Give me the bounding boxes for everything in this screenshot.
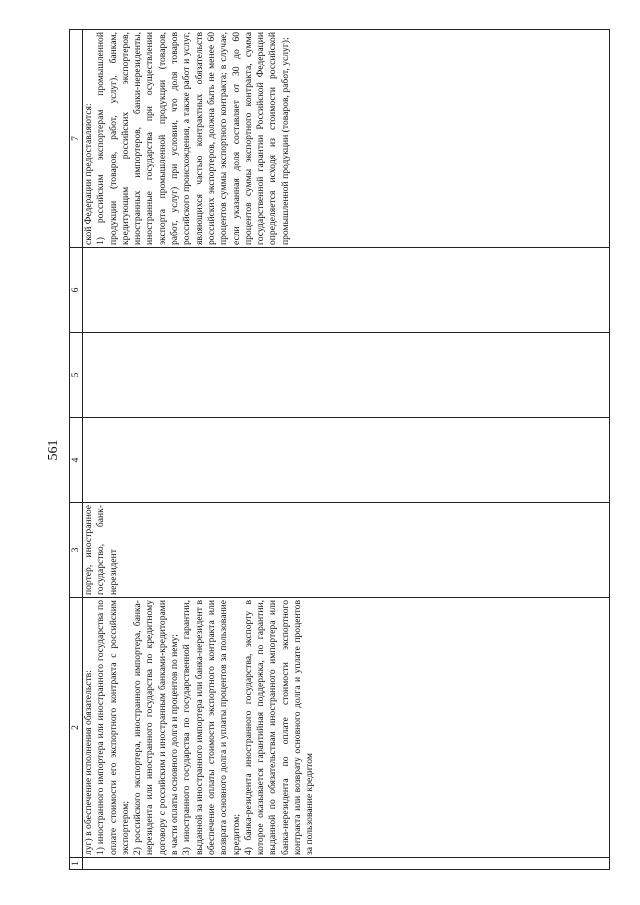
header-col-5: 5 (70, 333, 83, 418)
cell-principal: портер, иностранное государство, банк-нерезидент (83, 503, 610, 598)
header-col-1: 1 (70, 858, 83, 870)
cell-col-5 (83, 333, 610, 418)
header-col-3: 3 (70, 503, 83, 598)
header-col-2: 2 (70, 598, 83, 858)
cell-obligations: луг) в обеспечение исполнения обязательств: 1) иностранного импортера или иностранного государства по оплате стоимости его экспортного контракта с российским экспортером; 2) российского экспортера, иностранного импортера, банка-нерезидента или иностранного государства по кредитному договору с российским и иностранным банками-кредиторами в части оплаты основного долга и процентов по нему; 3) иностранного государства по государственной гарантии, выданной за иностранного импортера или банка-нерезидент в обеспечение оплаты стоимости экспортного контракта или возврата основного долга и уплаты процентов за пользование кредитом; 4) банка-резидента иностранного государства, экспорту в которое оказывается гарантийная поддержка, по гарантии, выданной по обязательствам иностранного импортера или банка-нерезидента по оплате стоимости экспортного контракта или возврату основного долга и уплате процентов за пользование кредитом (83, 598, 610, 858)
header-col-7: 7 (70, 30, 83, 248)
cell-col-4 (83, 418, 610, 503)
header-row (70, 30, 83, 870)
table-row (83, 30, 610, 870)
page-number: 561 (46, 439, 61, 461)
header-col-4: 4 (70, 418, 83, 503)
cell-col-1 (83, 858, 610, 870)
rotated-content (45, 30, 610, 870)
cell-conditions: ской Федерации предоставляются: 1) российским экспортерам промышленной продукции (товаров, работ, услуг), банкам, кредитующим российских экспортеров, иностранных импортеров, банки-нерезиденты, иностранные государства при осуществлении экспорта промышленной продукции (товаров, работ, услуг) при условии, что доля товаров российского происхождения, а также работ и услуг, являющихся частью контрактных обязательств российских экспортеров, должна быть не менее 60 процентов суммы экспортного контракта; в случае, если указанная доля составляет от 30 до 60 процентов суммы экспортного контракта, сумма государственной гарантии Российской Федерации определяется исходя из стоимости российской промышленной продукции (товаров, работ, услуг); (83, 30, 610, 248)
header-col-6: 6 (70, 248, 83, 333)
guarantee-table (69, 29, 610, 870)
cell-col-6 (83, 248, 610, 333)
table-header (70, 30, 83, 870)
